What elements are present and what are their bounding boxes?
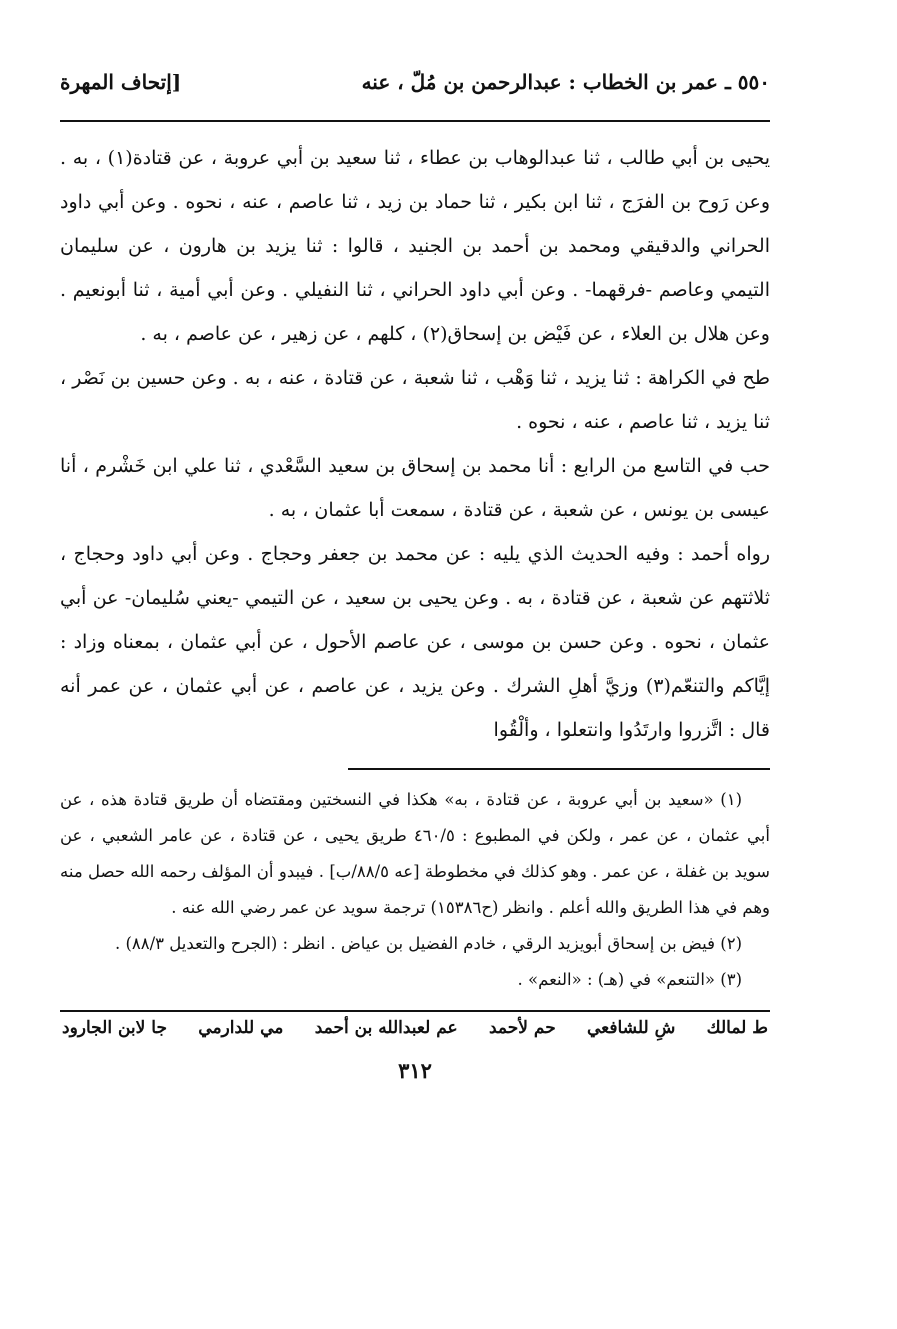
symbol-ibn-jarud: جا لابن الجارود <box>62 1018 167 1038</box>
paragraph-4: رواه أحمد : وفيه الحديث الذي يليه : عن محمد بن جعفر وحجاج . وعن أبي داود وحجاج ، ثلاثتهم عن شعبة ، عن قتادة ، به . وعن يحيى بن سعيد ، عن التيمي -يعني سُليمان- عن أبي عثمان ، نحوه . وعن حسن بن موسى ، عن عاصم الأحول ، عن أبي عثمان ، بمعناه وزاد : إيَّاكم والتنعّم(٣) وزيَّ أهلِ الشرك . وعن يزيد ، عن عاصم ، عن أبي عثمان ، عن عمر أنه قال : اتَّزروا وارتَدُوا وانتعلوا ، وألْقُوا <box>60 543 770 741</box>
footnote-1: (١) «سعيد بن أبي عروبة ، عن قتادة ، به» هكذا في النسختين ومقتضاه أن طريق قتادة هذه ، عن أبي عثمان ، عن عمر ، ولكن في المطبوع : ٤٦٠/٥ طريق يحيى ، عن قتادة ، عن عامر الشعبي ، عن سويد بن غفلة ، عن عمر . وهو كذلك في مخطوطة [عه ٨٨/٥/ب] . فيبدو أن المؤلف رحمه الله حصل منه وهم في هذا الطريق والله أعلم . وانظر (ح١٥٣٨٦) ترجمة سويد عن عمر رضي الله عنه . <box>60 790 770 917</box>
symbols-key <box>60 1018 770 1038</box>
symbol-abdullah: عم لعبدالله بن أحمد <box>314 1018 458 1038</box>
footnote-3: (٣) «التنعم» في (هـ) : «النعم» . <box>517 970 742 989</box>
footnotes <box>60 782 770 998</box>
paragraph-1: يحيى بن أبي طالب ، ثنا عبدالوهاب بن عطاء ، ثنا سعيد بن أبي عروبة ، عن قتادة(١) ، به . وعن رَوح بن الفرَج ، ثنا ابن بكير ، ثنا حماد بن زيد ، ثنا عاصم ، عنه ، نحوه . وعن أبي داود الحراني والدقيقي ومحمد بن أحمد بن الجنيد ، قالوا : ثنا يزيد بن هارون ، عن سليمان التيمي وعاصم -فرقهما- . وعن أبي داود الحراني ، ثنا النفيلي . وعن أبي أمية ، ثنا أبونعيم . وعن هلال بن العلاء ، عن فَيْض بن إسحاق(٢) ، كلهم ، عن زهير ، عن عاصم ، به . <box>60 147 770 345</box>
footnote-rule <box>348 768 770 770</box>
header-title: ٥٥٠ ـ عمر بن الخطاب : عبدالرحمن بن مُلّ ، عنه <box>361 70 770 94</box>
main-text <box>60 136 770 752</box>
header-rule <box>60 120 770 122</box>
symbol-shafii: شِ للشافعي <box>587 1018 676 1038</box>
symbol-malik: ط لمالك <box>706 1018 768 1038</box>
footnote-2: (٢) فيض بن إسحاق أبويزيد الرقي ، خادم الفضيل بن عياض . انظر : (الجرح والتعديل ٨٨/٣) . <box>114 934 742 953</box>
paragraph-2: طح في الكراهة : ثنا يزيد ، ثنا وَهْب ، ثنا شعبة ، عن قتادة ، عنه ، به . وعن حسين بن نَصْر ، ثنا يزيد ، ثنا عاصم ، عنه ، نحوه . <box>60 367 770 433</box>
header-book-title: [إتحاف المهرة <box>60 70 182 94</box>
symbols-rule <box>60 1010 770 1012</box>
symbol-darimi: مي للدارمي <box>198 1018 284 1038</box>
symbol-ahmad: حم لأحمد <box>489 1018 556 1038</box>
paragraph-3: حب في التاسع من الرابع : أنا محمد بن إسحاق بن سعيد السَّعْدي ، ثنا علي ابن خَشْرم ، أنا عيسى بن يونس ، عن شعبة ، عن قتادة ، سمعت أبا عثمان ، به . <box>60 455 770 521</box>
page-number: ٣١٢ <box>398 1058 432 1083</box>
running-header <box>60 70 770 112</box>
page <box>60 70 770 1083</box>
